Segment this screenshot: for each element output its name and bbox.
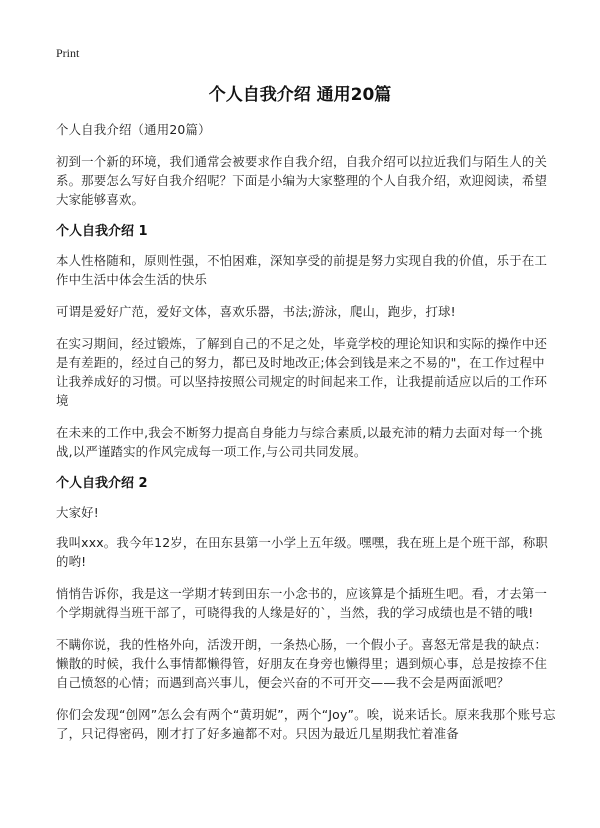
page-title: 个人自我介绍 通用20篇 [208, 85, 392, 105]
paragraph: 大家好! [56, 505, 99, 520]
paragraph: 我叫xxx。我今年12岁，在田东县第一小学上五年级。嘿嘿，我在班上是个班干部，称职的哟! [56, 535, 549, 569]
paragraph: 悄悄告诉你，我是这一学期才转到田东一小念书的，应该算是个插班生吧。看，才去第一个学期就得当班干部了，可晓得我的人缘是好的`，当然，我的学习成绩也是不错的哦! [56, 586, 548, 620]
paragraph: 不瞒你说，我的性格外向，活泼开朗，一条热心肠，一个假小子。喜怒无常是我的缺点：懒散的时候，我什么事情都懒得管，好朋友在身旁也懒得里；遇到烦心事，总是按捺不住自己愤怒的心情；而遇到高兴事儿，便会兴奋的不可开交——我不会是两面派吧？ [56, 637, 548, 690]
paragraph: 在实习期间，经过锻炼，了解到自己的不足之处，毕竟学校的理论知识和实际的操作中还是有差距的，经过自己的努力，都已及时地改正;体会到钱是来之不易的"，在工作过程中让我养成好的习惯。可以坚持按照公司规定的时间起来工作，让我提前适应以后的工作环境 [56, 336, 548, 408]
paragraph: 你们会发现“创网”怎么会有两个“黄玥妮”，两个“Joy”。唉，说来话长。原来我那个账号忘了，只记得密码，刚才打了好多遍都不对。只因为最近几星期我忙着准备 [56, 707, 556, 741]
intro-paragraph: 初到一个新的环境，我们通常会被要求作自我介绍，自我介绍可以拉近我们与陌生人的关系。那要怎么写好自我介绍呢？下面是小编为大家整理的个人自我介绍，欢迎阅读，希望大家能够喜欢。 [56, 154, 548, 207]
article-subtitle: 个人自我介绍（通用20篇） [56, 122, 211, 137]
paragraph: 本人性格随和，原则性强，不怕困难，深知享受的前提是努力实现自我的价值，乐于在工作中生活中体会生活的快乐 [56, 253, 548, 287]
print-link[interactable]: Print [56, 46, 80, 60]
article-body [56, 120, 556, 756]
paragraph: 在未来的工作中,我会不断努力提高自身能力与综合素质,以最充沛的精力去面对每一个挑战,以严谨踏实的作风完成每一项工作,与公司共同发展。 [56, 425, 543, 459]
section-heading-2: 个人自我介绍 2 [56, 476, 148, 491]
section-heading-1: 个人自我介绍 1 [56, 224, 148, 239]
paragraph: 可谓是爱好广范，爱好文体，喜欢乐器，书法;游泳，爬山，跑步，打球! [56, 304, 456, 319]
